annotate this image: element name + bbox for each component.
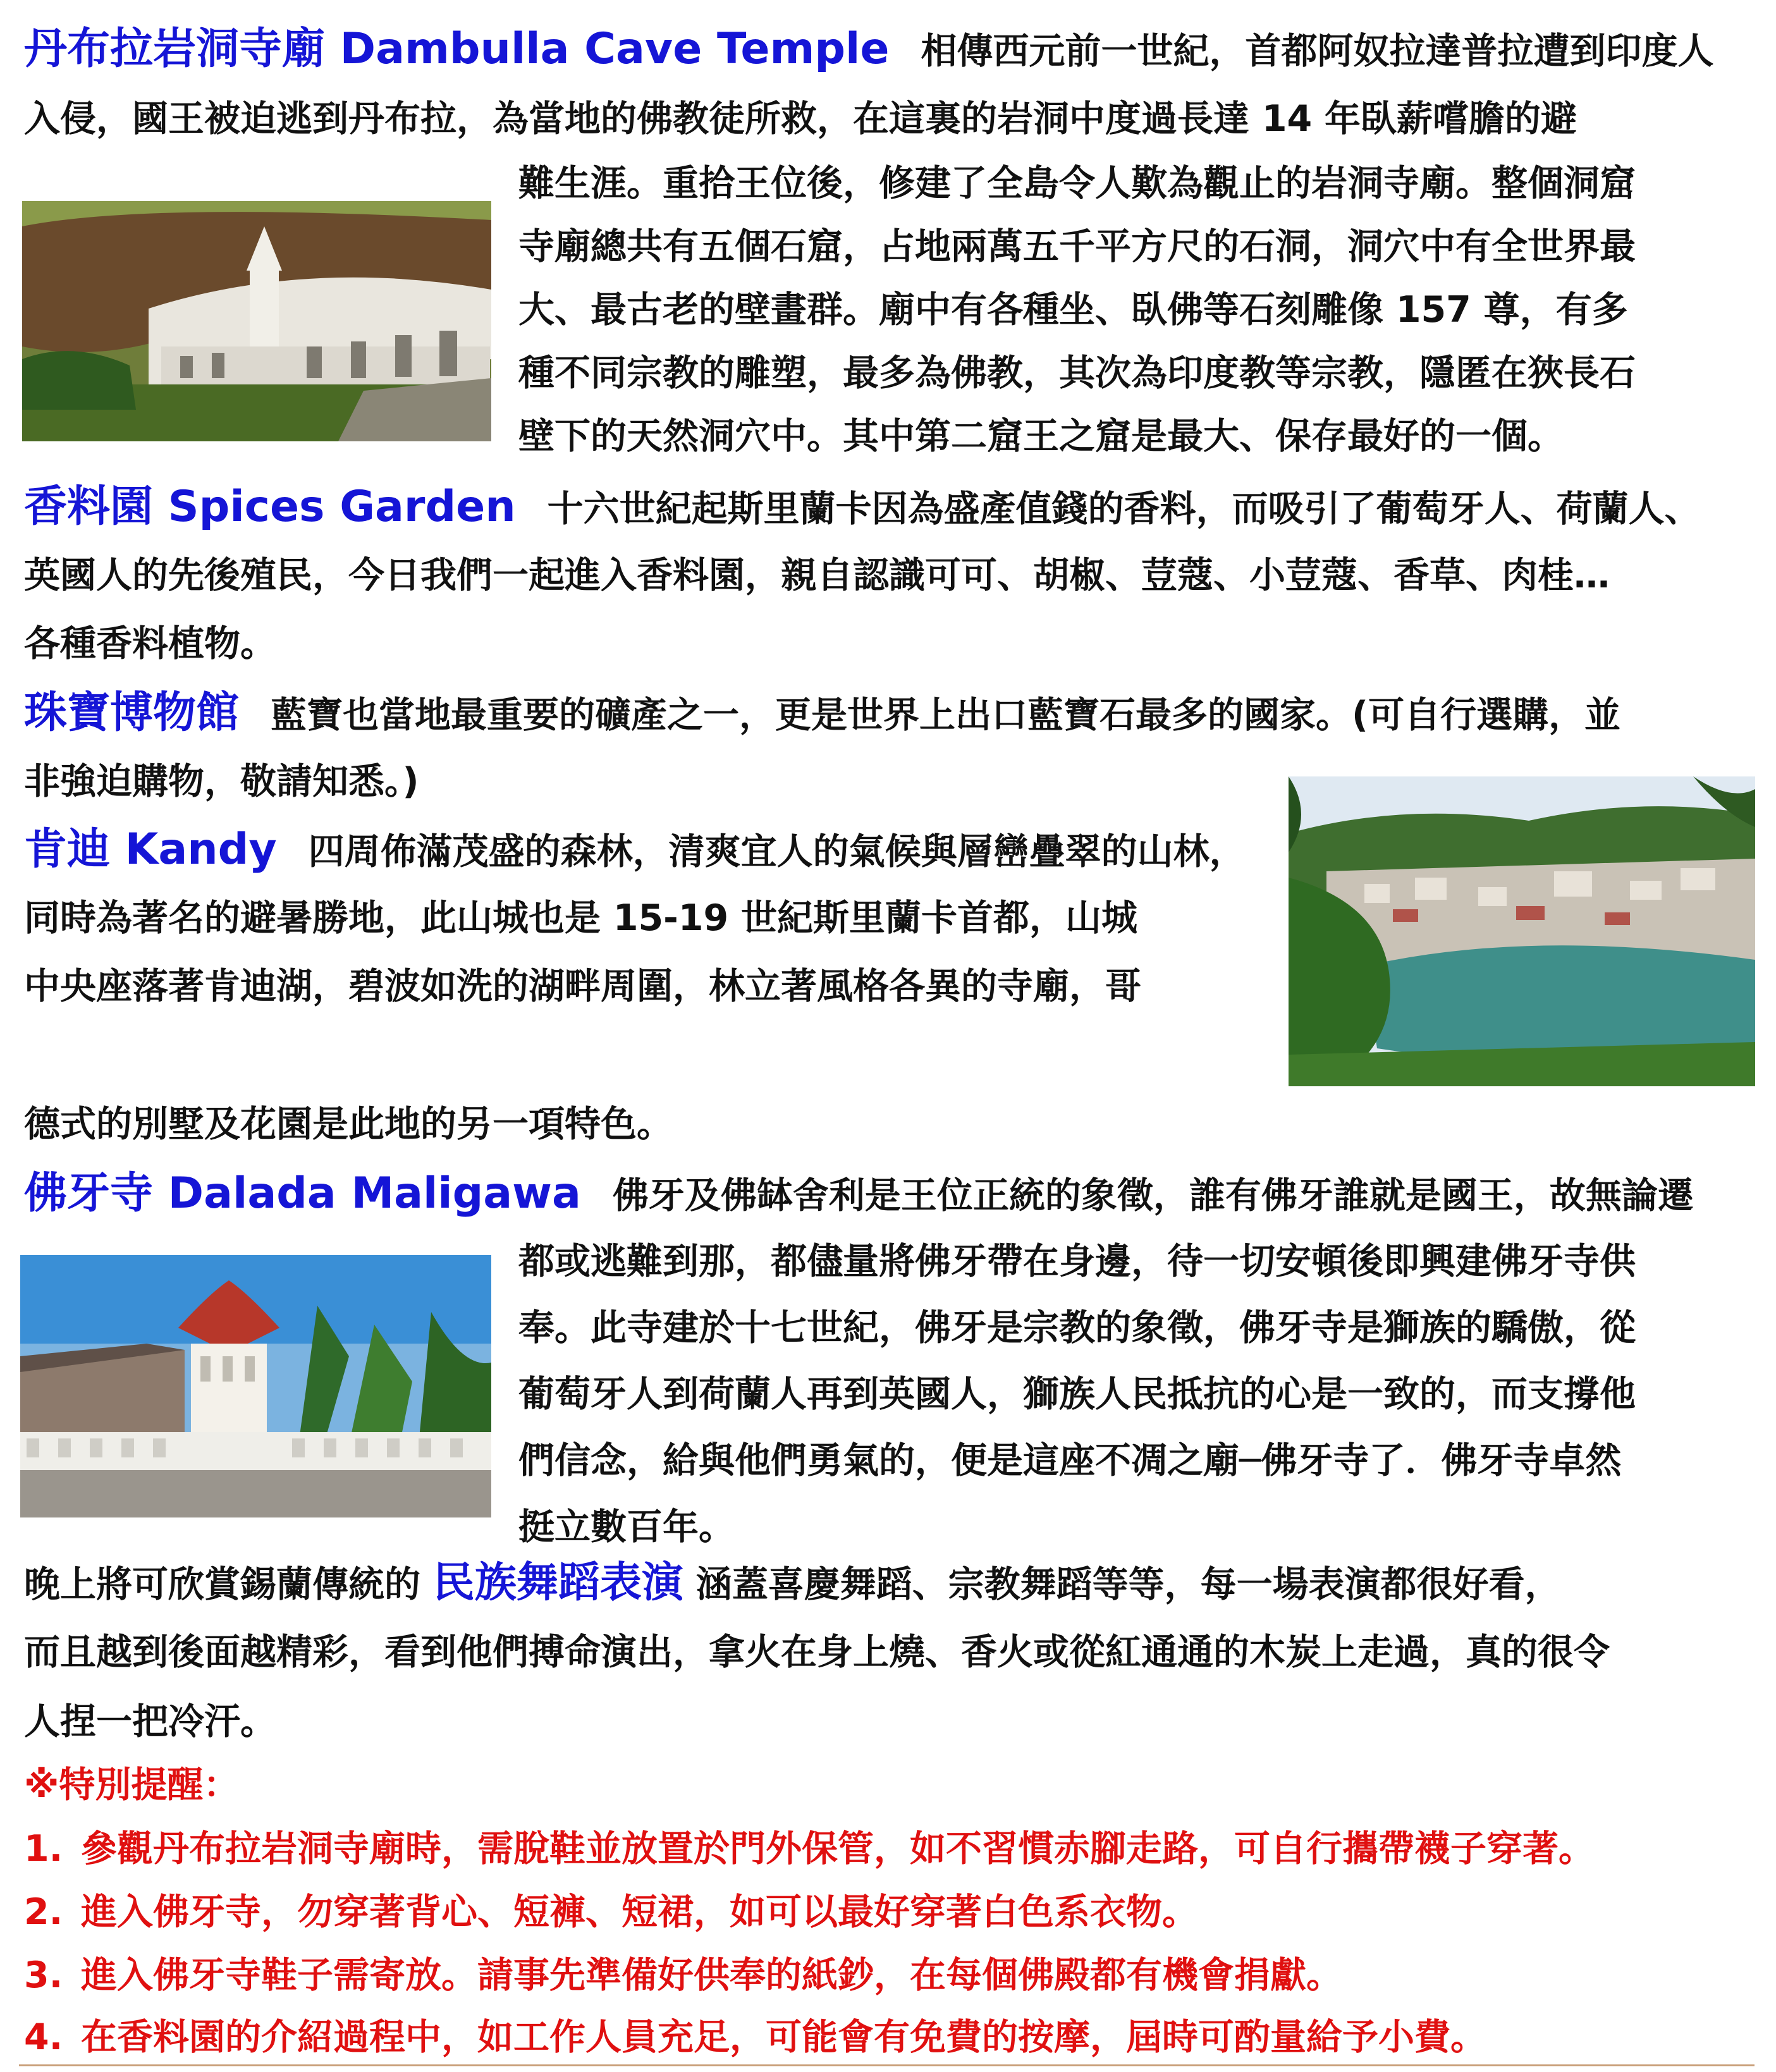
gem-text-line-1: 藍寶也當地最重要的礦產之一，更是世界上出口藍寶石最多的國家。(可自行選購，並 <box>271 694 1621 736</box>
dance-suffix: 涵蓋喜慶舞蹈、宗教舞蹈等等，每一場表演都很好看， <box>683 1564 1561 1605</box>
dance-text-line-2: 而且越到後面越精彩，看到他們搏命演出，拿火在身上燒、香火或從紅通通的木炭上走過，真的很令 <box>24 1631 1610 1673</box>
reminder-item <box>24 1944 1342 2007</box>
spices-text-line-1: 十六世紀起斯里蘭卡因為盛產值錢的香料，而吸引了葡萄牙人、荷蘭人、 <box>547 488 1701 530</box>
reminder-item-number: 4. <box>24 2016 63 2058</box>
spices-text-line-3: 各種香料植物。 <box>24 623 276 665</box>
kandy-heading-line <box>24 818 1246 881</box>
reminder-item-number: 2. <box>24 1891 63 1933</box>
dambulla-text-line-7: 壁下的天然洞穴中。其中第二窟王之窟是最大、保存最好的一個。 <box>518 415 1564 457</box>
dambulla-text-line-1: 相傳西元前一世紀，首都阿奴拉達普拉遭到印度人 <box>921 30 1714 72</box>
dance-prefix: 晚上將可欣賞錫蘭傳統的 <box>24 1564 433 1605</box>
spices-text-line-2: 英國人的先後殖民，今日我們一起進入香料園，親自認識可可、胡椒、荳蔻、小荳蔻、香草、肉桂… <box>24 555 1610 596</box>
dambulla-text-line-2: 入侵，國王被迫逃到丹布拉，為當地的佛教徒所救，在這裏的岩洞中度過長達 14 年臥薪嚐膽的避 <box>24 98 1577 140</box>
reminder-item-text: 在香料園的介紹過程中，如工作人員充足，可能會有免費的按摩，屆時可酌量給予小費。 <box>81 2016 1486 2058</box>
tooth-text-line-1: 佛牙及佛缽舍利是王位正統的象徵，誰有佛牙誰就是國王，故無論遷 <box>612 1175 1694 1217</box>
dance-title: 民族舞蹈表演 <box>432 1558 683 1607</box>
reminder-item <box>24 2006 1486 2069</box>
dambulla-text-line-3: 難生涯。重拾王位後，修建了全島令人歎為觀止的岩洞寺廟。整個洞窟 <box>518 162 1636 204</box>
gem-title: 珠寶博物館 <box>24 688 240 738</box>
dambulla-text-line-4: 寺廟總共有五個石窟，占地兩萬五千平方尺的石洞，洞穴中有全世界最 <box>518 226 1636 267</box>
reminder-item-number: 3. <box>24 1954 63 1996</box>
kandy-lake-photo <box>1289 776 1755 1086</box>
spices-title: 香料園 Spices Garden <box>24 482 516 532</box>
kandy-text-line-4: 德式的別墅及花園是此地的另一項特色。 <box>24 1103 673 1145</box>
tooth-text-line-5: 們信念，給與他們勇氣的，便是這座不凋之廟─佛牙寺了．佛牙寺卓然 <box>518 1440 1622 1481</box>
reminder-item-text: 參觀丹布拉岩洞寺廟時，需脫鞋並放置於門外保管，如不習慣赤腳走路，可自行攜帶襪子穿著。 <box>81 1828 1595 1870</box>
gem-heading-line <box>24 682 1620 745</box>
dambulla-text-line-5: 大、最古老的壁畫群。廟中有各種坐、臥佛等石刻雕像 157 尊，有多 <box>518 289 1628 331</box>
reminder-item <box>24 1880 1198 1944</box>
reminder-item <box>24 1817 1595 1880</box>
dambulla-temple-photo <box>22 201 491 441</box>
tooth-title: 佛牙寺 Dalada Maligawa <box>24 1168 581 1218</box>
kandy-text-line-2: 同時為著名的避暑勝地，此山城也是 15-19 世紀斯里蘭卡首都，山城 <box>24 897 1137 939</box>
dambulla-title: 丹布拉岩洞寺廟 Dambulla Cave Temple <box>24 24 890 74</box>
kandy-title: 肯迪 Kandy <box>24 825 277 874</box>
reminder-title: ※特別提醒： <box>24 1764 240 1806</box>
reminder-item-number: 1. <box>24 1828 63 1870</box>
temple-of-tooth-photo <box>20 1255 491 1517</box>
tooth-text-line-6: 挺立數百年。 <box>518 1506 735 1548</box>
reminder-item-text: 進入佛牙寺，勿穿著背心、短褲、短裙，如可以最好穿著白色系衣物。 <box>81 1891 1198 1933</box>
dambulla-heading-line <box>24 18 1713 81</box>
bottom-divider <box>19 2064 1755 2066</box>
reminder-item-text: 進入佛牙寺鞋子需寄放。請事先準備好供奉的紙鈔，在每個佛殿都有機會捐獻。 <box>81 1954 1342 1996</box>
tooth-heading-line <box>24 1162 1694 1225</box>
dance-text-line-3: 人捏一把冷汗。 <box>24 1701 276 1743</box>
tooth-text-line-4: 葡萄牙人到荷蘭人再到英國人，獅族人民抵抗的心是一致的，而支撐他 <box>518 1373 1636 1415</box>
dance-heading-line <box>24 1551 1561 1614</box>
gem-text-line-2: 非強迫購物，敬請知悉。) <box>24 761 419 802</box>
kandy-text-line-1: 四周佈滿茂盛的森林，清爽宜人的氣候與層巒疊翠的山林， <box>308 831 1246 873</box>
spices-heading-line <box>24 475 1701 539</box>
tooth-text-line-2: 都或逃難到那，都儘量將佛牙帶在身邊，待一切安頓後即興建佛牙寺供 <box>518 1241 1636 1282</box>
dambulla-text-line-6: 種不同宗教的雕塑，最多為佛教，其次為印度教等宗教，隱匿在狹長石 <box>518 352 1636 394</box>
tooth-text-line-3: 奉。此寺建於十七世紀，佛牙是宗教的象徵，佛牙寺是獅族的驕傲，從 <box>518 1307 1636 1349</box>
kandy-text-line-3: 中央座落著肯迪湖，碧波如洗的湖畔周圍，林立著風格各異的寺廟，哥 <box>24 966 1141 1007</box>
